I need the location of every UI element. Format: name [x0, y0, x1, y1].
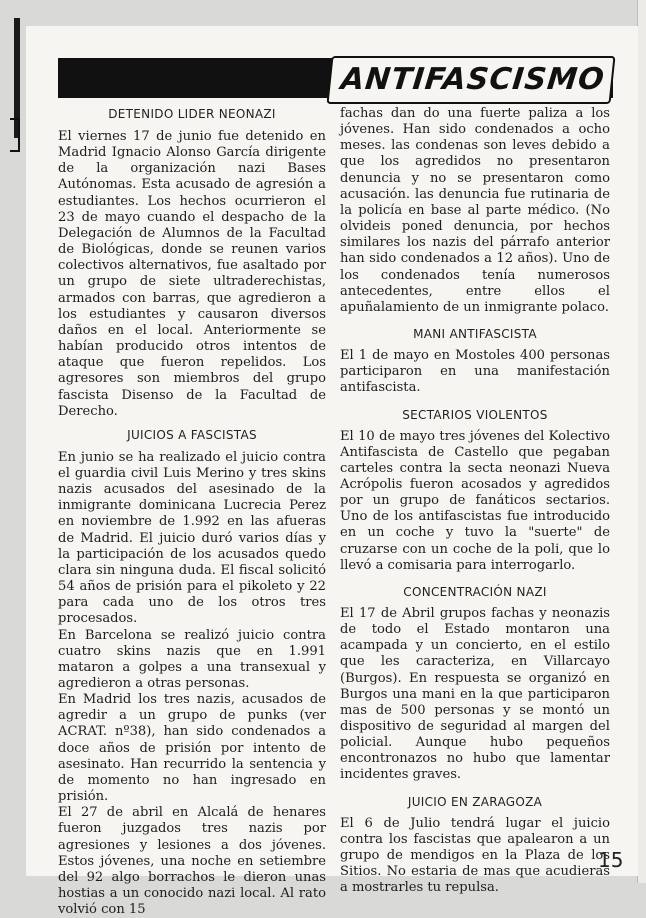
article-paragraph: El 6 de Julio tendrá lugar el juicio contra los fascistas que apalearon a un grupo de mendigos en la Plaza de los Sitios. No estaria de mas que acudieras a mostrarles tu repulsa. [340, 815, 610, 896]
article-paragraph: El 10 de mayo tres jóvenes del Kolectivo Antifascista de Castello que pegaban carteles contra la secta neonazi Nueva Acrópolis fueron acosados y agredidos por un grupo de fanáticos sectarios. Uno de los antifascistas fue introducido en un coche y tuvo la "suerte" de cruzarse con un coche de la poli, que lo llevó a comisaria para interrogarlo. [340, 428, 610, 573]
article-paragraph: fachas dan do una fuerte paliza a los jóvenes. Han sido condenados a ocho meses. las condenas son leves debido a que los agredidos no presentaron denuncia y no se presentaron como acusación. las denuncia fue rutinaria de la policía en base al parte médico. (No olvideis poned denuncia, por hechos similares los nazis del párrafo anterior han sido condenados a 12 años). Uno de los condenados tenía numerosos antecedentes, entre ellos el apuñalamiento de un inmigrante polaco. [340, 106, 610, 315]
article-paragraph: En Madrid los tres nazis, acusados de agredir a un grupo de punks (ver ACRAT. nº38), han sido condenados a doce años de prisión por intento de asesinato. Han recurrido la sentencia y de momento no han ingresado en prisión. [58, 692, 326, 805]
section-banner [58, 58, 613, 98]
article-heading: SECTARIOS VIOLENTOS [402, 407, 548, 422]
article-heading: JUICIO EN ZARAGOZA [407, 794, 543, 809]
back-page-bracket [10, 118, 20, 152]
next-page-edge [637, 0, 646, 883]
article-paragraph: El 27 de abril en Alcalá de henares fueron juzgados tres nazis por agresiones y lesiones a dos jóvenes. Estos jóvenes, una noche en setiembre del 92 algo borrachos le dieron unas hostias a un conocido nazi local. Al rato volvió con 15 [58, 805, 326, 918]
section-title: ANTIFASCISMO [327, 56, 616, 104]
article-paragraph: El 17 de Abril grupos fachas y neonazis de todo el Estado montaron una acampada y un concierto, en el estilo que les caracteriza, en Villarcayo (Burgos). En respuesta se organizó en Burgos una mani en la que participaron mas de 500 personas y se montó un dispositivo de seguridad al margen del policial. Aunque hubo pequeños encontronazos no hubo que lamentar incidentes graves. [340, 605, 610, 783]
page-number: 15 [598, 848, 624, 872]
article-paragraph: En Barcelona se realizó juicio contra cuatro skins nazis que en 1.991 mataron a golpes a una transexual y agredieron a otras personas. [58, 627, 326, 691]
article-heading: CONCENTRACIÓN NAZI [403, 584, 547, 599]
article-paragraph: En junio se ha realizado el juicio contra el guardia civil Luis Merino y tres skins nazis acusados del asesinado de la inmigrante dominicana Lucrecia Perez en noviembre de 1.992 en las afueras de Madrid. El juicio duró varios días y la participación de los acusados quedo clara sin ninguna duda. El fiscal solicitó 54 años de prisión para el pikoleto y 22 para cada uno de los otros tres procesados. [58, 449, 326, 627]
article-heading: JUICIOS A FASCISTAS [127, 427, 257, 442]
article-paragraph: El 1 de mayo en Mostoles 400 personas participaron en una manifestación antifascista. [340, 348, 610, 396]
article-heading: MANI ANTIFASCISTA [413, 327, 537, 342]
article-heading: DETENIDO LIDER NEONAZI [108, 107, 276, 121]
article-paragraph: El viernes 17 de junio fue detenido en Madrid Ignacio Alonso García dirigente de la organización nazi Bases Autónomas. Esta acusado de agresión a estudiantes. Los hechos ocurrieron el 23 de mayo cuando el despacho de la Delegación de Alumnos de la Facultad de Biológicas, donde se reunen varios colectivos alternativos, fue asaltado por un grupo de siete ultraderechistas, armados con barras, que agredieron a los estudiantes y causaron diversos daños en el local. Anteriormente se habían producido otros intentos de ataque que fueron repelidos. Los agresores son miembros del grupo fascista Disenso de la Facultad de Derecho. [58, 129, 326, 419]
left-column [58, 106, 326, 918]
right-column [340, 106, 610, 896]
